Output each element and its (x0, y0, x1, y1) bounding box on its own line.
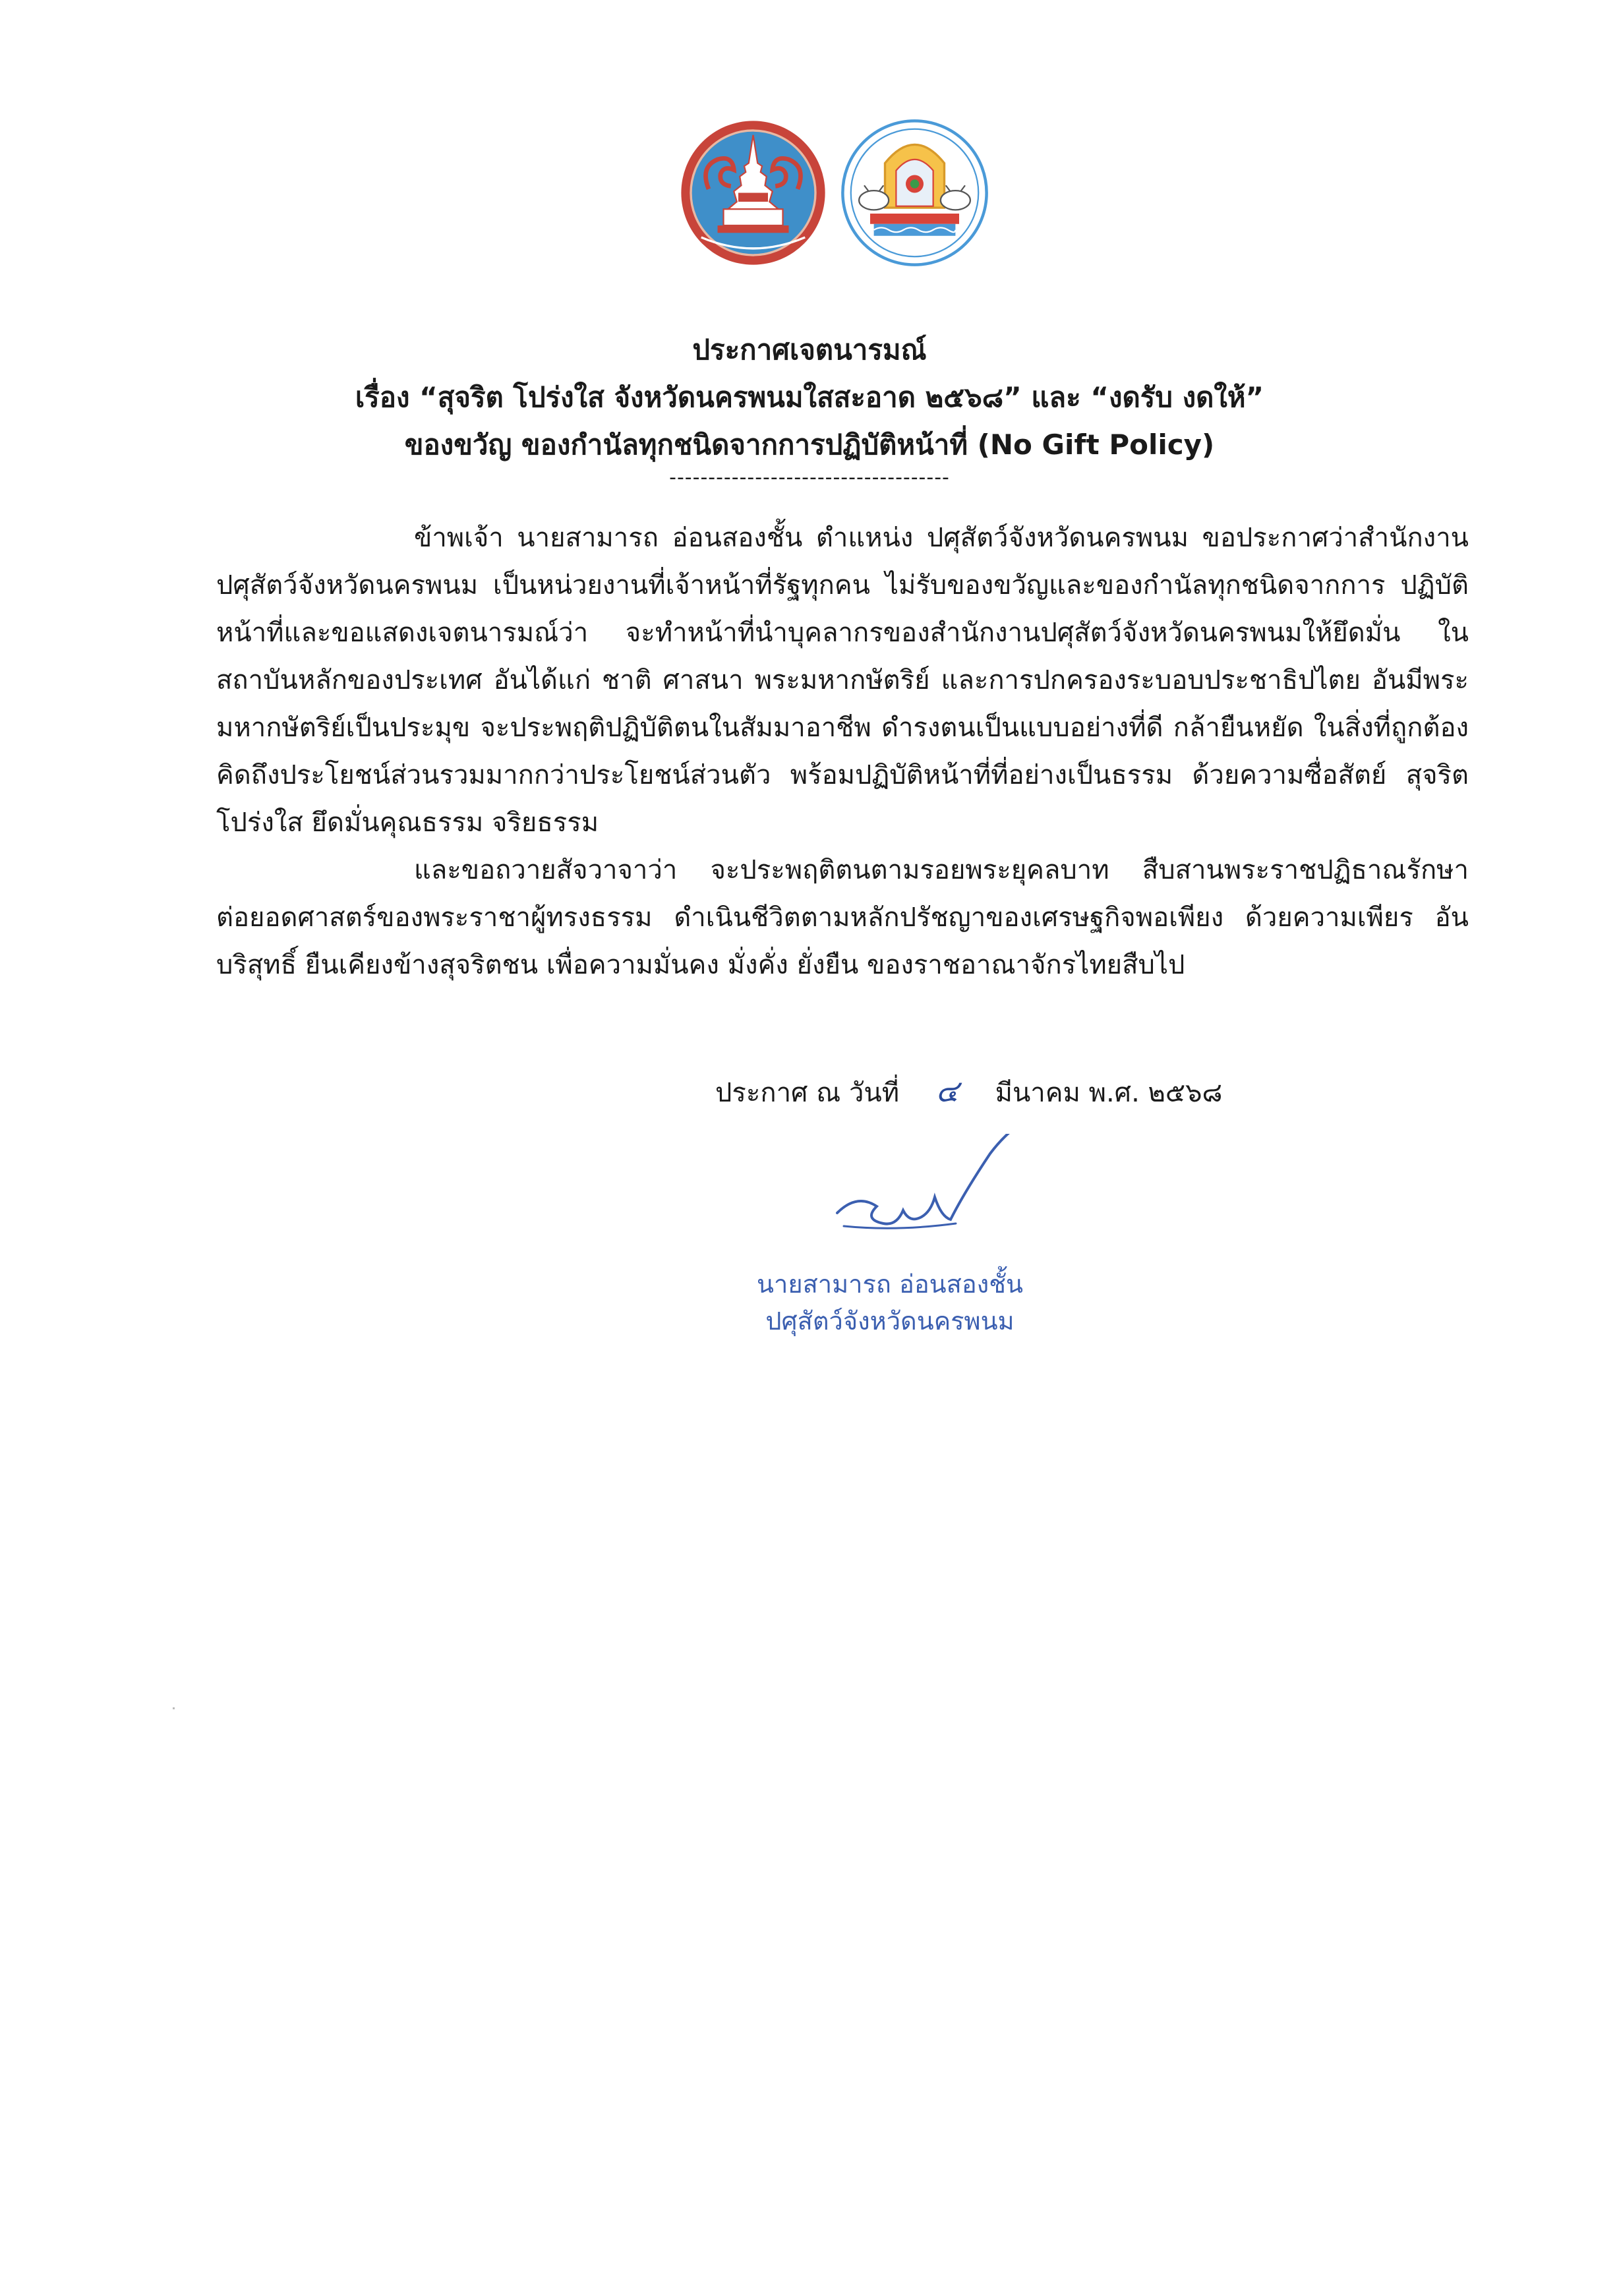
department-seal-image (840, 119, 989, 267)
date-day-handwritten: ๔ (935, 1073, 959, 1109)
signatory-block (738, 1266, 1042, 1339)
body-paragraph-2: และขอถวายสัจวาจาว่า จะประพฤติตนตามรอยพระยุคลบาท สืบสานพระราชปฏิธาณรักษา ต่อยอดศาสตร์ของพระราชาผู้ทรงธรรม ดำเนินชีวิตตามหลักปรัชญาของเศรษฐกิจพอเพียง ด้วยความเพียร อันบริสุทธิ์ ยืนเคียงข้างสุจริตชน เพื่อความมั่นคง มั่งคั่ง ยั่งยืน ของราชอาณาจักรไทยสืบไป (216, 855, 1469, 980)
body-paragraph-1: ข้าพเจ้า นายสามารถ อ่อนสองชั้น ตำแหน่ง ปศุสัตว์จังหวัดนครพนม ขอประกาศว่าสำนักงาน ปศุสัตว์จังหวัดนครพนม เป็นหน่วยงานที่เจ้าหน้าที่รัฐทุกคน ไม่รับของขวัญและของกำนัลทุกชนิดจากการ ปฏิบัติหน้าที่และขอแสดงเจตนารมณ์ว่า จะทำหน้าที่นำบุคลากรของสำนักงานปศุสัตว์จังหวัดนครพนมให้ยึดมั่น ในสถาบันหลักของประเทศ อันได้แก่ ชาติ ศาสนา พระมหากษัตริย์ และการปกครองระบอบประชาธิปไตย อันมีพระมหากษัตริย์เป็นประมุข จะประพฤติปฏิบัติตนในสัมมาอาชีพ ดำรงตนเป็นแบบอย่างที่ดี กล้ายืนหยัด ในสิ่งที่ถูกต้อง คิดถึงประโยชน์ส่วนรวมมากกว่าประโยชน์ส่วนตัว พร้อมปฏิบัติหน้าที่ที่อย่างเป็นธรรม ด้วยความซื่อสัตย์ สุจริต โปร่งใส ยึดมั่นคุณธรรม จริยธรรม (216, 523, 1469, 838)
announcement-title: ประกาศเจตนารมณ์ (692, 334, 927, 366)
handwritten-signature (824, 1134, 1061, 1252)
announcement-subject: เรื่อง “สุจริต โปร่งใส จังหวัดนครพนมใสสะอาด ๒๕๖๘” และ “งดรับ งดให้” (355, 381, 1264, 413)
date-month-year: มีนาคม พ.ศ. ๒๕๖๘ (995, 1078, 1223, 1108)
announcement-date (715, 1071, 1222, 1113)
heading-divider: ------------------------------------ (669, 466, 950, 489)
signatory-name: นายสามารถ อ่อนสองชั้น (757, 1270, 1023, 1299)
announcement-subject-continued: ของขวัญ ของกำนัลทุกชนิดจากการปฏิบัติหน้าที่ (No Gift Policy) (404, 428, 1215, 461)
seal-group (679, 119, 989, 270)
signatory-position: ปศุสัตว์จังหวัดนครพนม (765, 1307, 1015, 1336)
announcement-body (216, 514, 1469, 989)
province-seal-image (679, 119, 827, 267)
date-prefix: ประกาศ ณ วันที่ (715, 1078, 900, 1108)
scan-speck (173, 1707, 175, 1709)
announcement-heading (0, 326, 1619, 491)
